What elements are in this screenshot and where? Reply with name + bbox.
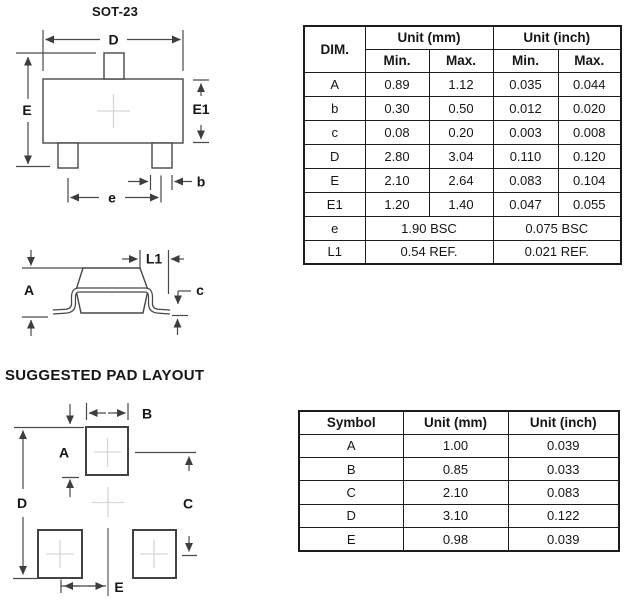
cell-dim: c [304, 120, 365, 144]
cell-mm-min: 2.80 [365, 144, 429, 168]
pad-layout-drawing [13, 403, 197, 596]
table-row [304, 240, 621, 264]
cell-mm: 1.00 [403, 434, 508, 457]
col-header-dim: DIM. [304, 26, 365, 72]
cell-in-min: 0.047 [493, 192, 558, 216]
table-header-row [304, 26, 621, 49]
table-row [299, 434, 619, 457]
col-header-symbol: Symbol [299, 411, 403, 434]
dim-label-A-pad: A [58, 444, 70, 461]
cell-in-max: 0.120 [558, 144, 621, 168]
cell-in-min: 0.083 [493, 168, 558, 192]
cell-inch: 0.083 [508, 481, 619, 504]
cell-dim: L1 [304, 240, 365, 264]
dim-label-D: D [108, 31, 119, 48]
cell-dim: E1 [304, 192, 365, 216]
table-row [299, 481, 619, 504]
cell-symbol: C [299, 481, 403, 504]
cell-in-min: 0.035 [493, 72, 558, 96]
table-row [299, 528, 619, 551]
pad-layout-heading: SUGGESTED PAD LAYOUT [5, 367, 205, 384]
cell-dim: e [304, 216, 365, 240]
cell-inch: 0.039 [508, 528, 619, 551]
center-crosshair [92, 487, 124, 517]
cell-mm: 3.10 [403, 504, 508, 527]
cell-dim: E [304, 168, 365, 192]
table-row [304, 72, 621, 96]
col-header-mm-min: Min. [365, 49, 429, 72]
dim-label-A-side: A [23, 282, 35, 298]
cell-in-max: 0.055 [558, 192, 621, 216]
col-header-in-min: Min. [493, 49, 558, 72]
col-header-unit-inch: Unit (inch) [493, 26, 621, 49]
cell-mm: 0.85 [403, 457, 508, 480]
package-title: SOT-23 [92, 4, 138, 19]
cell-in-max: 0.044 [558, 72, 621, 96]
table-row [304, 120, 621, 144]
cell-mm: 2.10 [403, 481, 508, 504]
cell-inch-span: 0.021 REF. [493, 240, 621, 264]
table-row [304, 168, 621, 192]
col-header-in-max: Max. [558, 49, 621, 72]
cell-in-min: 0.012 [493, 96, 558, 120]
cell-symbol: E [299, 528, 403, 551]
lead-top [104, 53, 124, 79]
cell-inch: 0.039 [508, 434, 619, 457]
table-header-row [299, 411, 619, 434]
cell-dim: b [304, 96, 365, 120]
cell-in-min: 0.003 [493, 120, 558, 144]
top-view-drawing [16, 30, 210, 206]
cell-symbol: D [299, 504, 403, 527]
table-row [304, 192, 621, 216]
cell-mm-min: 0.08 [365, 120, 429, 144]
cell-in-max: 0.008 [558, 120, 621, 144]
cell-dim: A [304, 72, 365, 96]
dim-label-E-pad: E [114, 579, 124, 595]
lead-bottom-right [152, 143, 172, 168]
table-row [304, 216, 621, 240]
cell-mm-max: 2.64 [429, 168, 493, 192]
col-header-mm: Unit (mm) [403, 411, 508, 434]
cell-inch: 0.122 [508, 504, 619, 527]
dim-label-L1: L1 [145, 250, 163, 267]
cell-inch: 0.033 [508, 457, 619, 480]
dim-label-C-pad: C [182, 495, 194, 512]
col-header-mm-max: Max. [429, 49, 493, 72]
cell-mm-max: 0.50 [429, 96, 493, 120]
side-view-drawing [22, 250, 204, 336]
dim-label-E1: E1 [192, 101, 210, 117]
cell-mm-span: 0.54 REF. [365, 240, 493, 264]
col-header-unit-mm: Unit (mm) [365, 26, 493, 49]
table-row [304, 144, 621, 168]
cell-mm: 0.98 [403, 528, 508, 551]
cell-mm-min: 2.10 [365, 168, 429, 192]
cell-mm-max: 0.20 [429, 120, 493, 144]
dim-label-D-pad: D [16, 495, 28, 511]
cell-mm-min: 0.30 [365, 96, 429, 120]
dim-label-E: E [22, 102, 32, 118]
dim-label-e: e [108, 189, 116, 206]
cell-in-max: 0.020 [558, 96, 621, 120]
pad-dimensions-table [298, 410, 620, 552]
table-row [304, 96, 621, 120]
table-row [299, 457, 619, 480]
cell-mm-min: 0.89 [365, 72, 429, 96]
cell-mm-max: 1.12 [429, 72, 493, 96]
dim-label-c: c [196, 282, 204, 298]
cell-dim: D [304, 144, 365, 168]
dim-label-b: b [196, 173, 206, 190]
cell-mm-span: 1.90 BSC [365, 216, 493, 240]
table-row [299, 504, 619, 527]
cell-symbol: B [299, 457, 403, 480]
lead-bottom-left [58, 143, 78, 168]
col-header-inch: Unit (inch) [508, 411, 619, 434]
cell-mm-min: 1.20 [365, 192, 429, 216]
cell-in-min: 0.110 [493, 144, 558, 168]
cell-mm-max: 1.40 [429, 192, 493, 216]
cell-symbol: A [299, 434, 403, 457]
dimensions-table [303, 25, 622, 265]
cell-in-max: 0.104 [558, 168, 621, 192]
cell-inch-span: 0.075 BSC [493, 216, 621, 240]
dim-label-B-pad: B [141, 405, 153, 422]
cell-mm-max: 3.04 [429, 144, 493, 168]
